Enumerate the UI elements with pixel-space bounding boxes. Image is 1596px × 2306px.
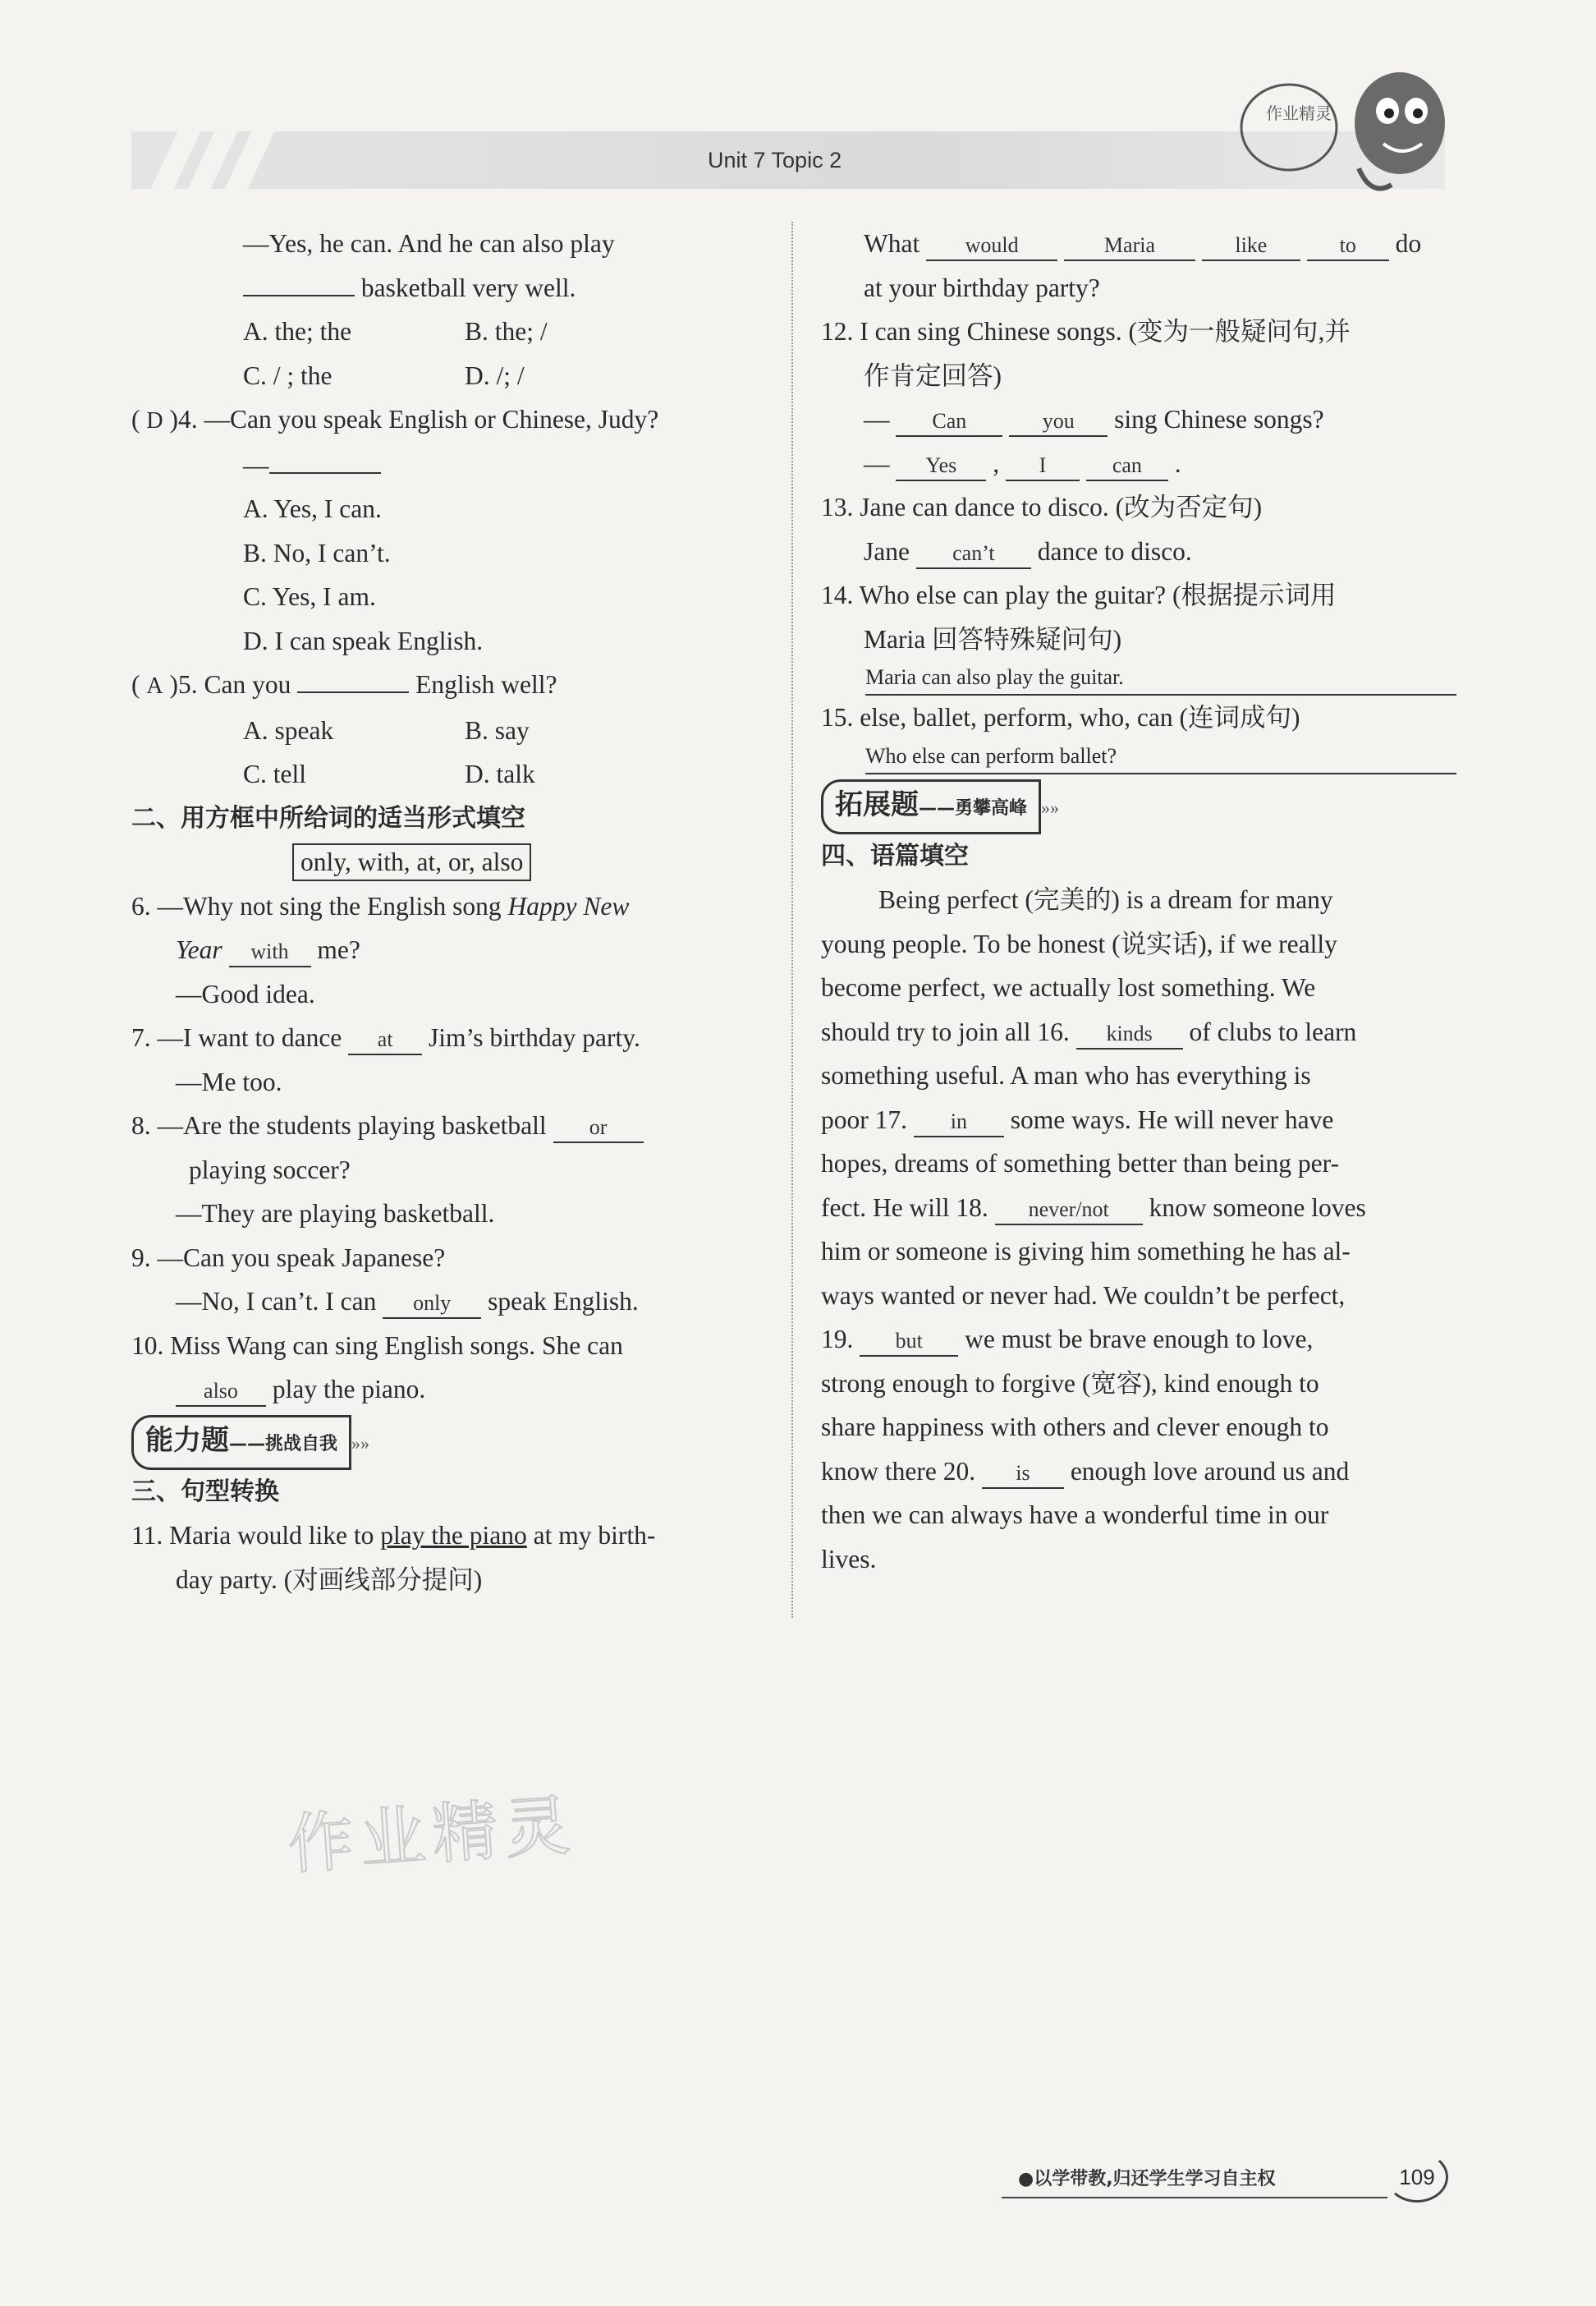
banner-box: [131, 1415, 351, 1470]
choice-answer: A: [146, 673, 163, 699]
answer-blank[interactable]: [243, 295, 355, 296]
text-line: 作肯定回答): [864, 361, 1002, 390]
question-text: )5. Can you: [169, 670, 291, 699]
passage-line: share happiness with others and clever enough to: [821, 1413, 1329, 1441]
question-text: me?: [317, 935, 360, 964]
answer-blank[interactable]: Maria: [1064, 232, 1195, 261]
passage-text: we must be brave enough to love,: [965, 1325, 1314, 1353]
column-divider: [791, 222, 793, 1618]
option: A. speak: [243, 715, 334, 745]
passage-line: Being perfect (完美的) is a dream for many: [878, 885, 1333, 914]
question-text: speak English.: [488, 1287, 639, 1316]
answer-blank[interactable]: [269, 472, 381, 474]
text-line: [131, 443, 772, 488]
answer-line-14: [821, 661, 1470, 696]
page-header-title: Unit 7 Topic 2: [708, 148, 842, 172]
answer-blank[interactable]: [297, 691, 409, 693]
question-text: 7. —I want to dance: [131, 1023, 342, 1052]
passage-line: [821, 1098, 1470, 1142]
answer-blank[interactable]: to: [1307, 232, 1389, 261]
passage-line: hopes, dreams of something better than being per-: [821, 1149, 1339, 1178]
text-line: playing soccer?: [189, 1155, 351, 1184]
answer-blank[interactable]: Yes: [896, 452, 986, 481]
song-title: Happy New: [507, 891, 630, 921]
question-text: at my birth-: [533, 1521, 656, 1550]
option-row: [131, 752, 772, 797]
question-8: [131, 1104, 772, 1148]
question-7: [131, 1016, 772, 1060]
banner-box: [821, 779, 1041, 834]
option-row: [131, 354, 772, 398]
option: A. Yes, I can.: [243, 494, 382, 523]
question-14: 14. Who else can play the guitar? (根据提示词用: [821, 581, 1337, 609]
question-text: English well?: [415, 670, 557, 699]
option: C. / ; the: [243, 361, 332, 390]
ability-banner: [131, 1415, 772, 1470]
passage-line: then we can always have a wonderful time in our: [821, 1500, 1329, 1529]
chevrons-icon: »»: [1041, 797, 1060, 818]
question-text: 6. —Why not sing the English song: [131, 891, 502, 921]
answer-blank[interactable]: but: [860, 1327, 958, 1357]
option: B. No, I can’t.: [243, 538, 391, 567]
option: C. tell: [243, 760, 306, 788]
watermark: 作业精灵: [285, 1786, 580, 1884]
left-column: [131, 222, 772, 1601]
answer-blank[interactable]: only: [383, 1289, 481, 1319]
song-title: Year: [176, 935, 222, 964]
mascot-logo: [1215, 62, 1461, 201]
banner-title: 能力题: [145, 1423, 229, 1457]
question-text: —No, I can’t. I can: [176, 1287, 377, 1316]
question-10: 10. Miss Wang can sing English songs. She can: [131, 1330, 623, 1360]
option: B. say: [465, 715, 530, 745]
section-3-title: 三、句型转换: [131, 1477, 279, 1506]
banner-title: 拓展题: [835, 788, 919, 821]
right-column: [821, 222, 1470, 1581]
passage-line: strong enough to forgive (宽容), kind enough to: [821, 1368, 1319, 1398]
reply: —Me too.: [176, 1067, 282, 1096]
passage-text: should try to join all 16.: [821, 1017, 1070, 1046]
answer-blank[interactable]: like: [1202, 232, 1300, 261]
question-text: Jim’s birthday party.: [429, 1023, 640, 1052]
word-box-row: [131, 840, 772, 884]
underlined-phrase: play the piano: [380, 1521, 527, 1550]
passage-text: 19.: [821, 1325, 854, 1353]
passage-line: ways wanted or never had. We couldn’t be perfect,: [821, 1280, 1346, 1310]
question-text: Jane: [864, 536, 910, 566]
option-row: [131, 709, 772, 753]
question-6: [131, 884, 772, 929]
question-text: What: [864, 229, 920, 258]
text-line: [131, 266, 772, 310]
word-box: only, with, at, or, also: [292, 843, 531, 881]
text-line: [131, 1367, 772, 1412]
chevrons-icon: »»: [351, 1432, 370, 1454]
answer-blank[interactable]: at: [348, 1026, 422, 1055]
answer-line-15: [821, 740, 1470, 774]
text-line: —Yes, he can. And he can also play: [243, 229, 615, 258]
question-4: ( D )4. —Can you speak English or Chinese, Judy?: [131, 397, 772, 443]
question-12: 12. I can sing Chinese songs. (变为一般疑问句,并: [821, 317, 1351, 346]
passage-line: young people. To be honest (说实话), if we really: [821, 929, 1337, 958]
page-number: 109: [1386, 2152, 1448, 2203]
passage-line: lives.: [821, 1544, 877, 1573]
reply: [131, 1279, 772, 1324]
question-9: 9. —Can you speak Japanese?: [131, 1243, 446, 1272]
option: B. the; /: [465, 317, 548, 346]
answer-field[interactable]: Maria can also play the guitar.: [865, 661, 1456, 696]
passage-line: him or someone is giving him something he has al-: [821, 1237, 1351, 1266]
answer-field[interactable]: Who else can perform ballet?: [865, 740, 1456, 774]
answer-blank[interactable]: you: [1009, 407, 1108, 437]
passage-line: something useful. A man who has everything is: [821, 1061, 1311, 1090]
passage-text: of clubs to learn: [1189, 1017, 1357, 1046]
question-text: 8. —Are the students playing basketball: [131, 1111, 547, 1140]
reply: —Good idea.: [176, 979, 315, 1008]
section-4-title: 四、语篇填空: [821, 841, 969, 870]
option: C. Yes, I am.: [243, 582, 376, 611]
answer-line-11: [821, 222, 1470, 266]
answer-line-12a: — Can you sing Chinese songs?: [821, 397, 1470, 442]
section-2-title: 二、用方框中所给词的适当形式填空: [131, 803, 525, 833]
answer-blank[interactable]: is: [982, 1459, 1064, 1489]
passage-text: enough love around us and: [1070, 1456, 1350, 1486]
answer-blank[interactable]: kinds: [1076, 1020, 1183, 1050]
answer-blank[interactable]: with: [229, 938, 311, 967]
passage-text: know there 20.: [821, 1456, 976, 1486]
answer-blank[interactable]: in: [914, 1108, 1004, 1137]
passage-line: become perfect, we actually lost something. We: [821, 973, 1316, 1002]
text-line: at your birthday party?: [864, 273, 1100, 302]
answer-blank[interactable]: also: [176, 1377, 266, 1407]
answer-line-13: [821, 530, 1470, 574]
passage-line: [821, 1186, 1470, 1230]
answer-line-12b: — Yes , I can .: [821, 442, 1470, 486]
passage-text: poor 17.: [821, 1105, 907, 1134]
footer-rule: [1002, 2197, 1387, 2198]
passage-line: [821, 1317, 1470, 1362]
option: D. talk: [465, 760, 535, 788]
answer-blank[interactable]: would: [926, 232, 1057, 261]
extension-banner: [821, 779, 1470, 834]
answer-blank[interactable]: I: [1006, 452, 1080, 481]
question-5: ( A )5. Can you English well?: [131, 663, 772, 709]
passage-text: fect. He will 18.: [821, 1192, 988, 1222]
option: A. the; the: [243, 317, 352, 346]
banner-subtitle: ——挑战自我: [229, 1433, 338, 1454]
question-13: 13. Jane can dance to disco. (改为否定句): [821, 493, 1263, 521]
footer-motto: ●以学带教,归还学生学习自主权: [1018, 2169, 1276, 2189]
question-text: )4. —Can you speak English or Chinese, Judy?: [169, 405, 659, 434]
passage-line: [821, 1449, 1470, 1494]
question-text: 11. Maria would like to: [131, 1521, 374, 1550]
answer-blank[interactable]: can’t: [916, 540, 1031, 569]
question-15: 15. else, ballet, perform, who, can (连词成句): [821, 703, 1300, 732]
text-line: day party. (对画线部分提问): [176, 1564, 483, 1594]
question-text: play the piano.: [272, 1375, 426, 1403]
passage-text: some ways. He will never have: [1010, 1105, 1334, 1134]
question-text: do: [1395, 229, 1422, 258]
text-line: Maria 回答特殊疑问句): [864, 624, 1122, 654]
option-row: [131, 310, 772, 354]
choice-answer: D: [146, 408, 163, 434]
answer-blank[interactable]: never/not: [995, 1196, 1143, 1225]
question-11: [131, 1514, 772, 1558]
option: D. /; /: [465, 361, 525, 390]
passage-text: know someone loves: [1149, 1192, 1366, 1222]
text-line: [131, 928, 772, 972]
question-text: sing Chinese songs?: [1114, 405, 1324, 434]
line-text: basketball very well.: [360, 273, 576, 302]
dash: —: [243, 450, 269, 480]
answer-blank[interactable]: can: [1086, 452, 1168, 481]
stamp-text: 作业精灵: [1266, 103, 1332, 123]
banner-subtitle: ——勇攀高峰: [919, 797, 1028, 819]
passage-line: [821, 1010, 1470, 1054]
question-text: dance to disco.: [1037, 536, 1192, 566]
answer-blank[interactable]: Can: [896, 407, 1002, 437]
option: D. I can speak English.: [243, 626, 484, 655]
reply: —They are playing basketball.: [176, 1199, 495, 1228]
answer-blank[interactable]: or: [553, 1114, 644, 1143]
